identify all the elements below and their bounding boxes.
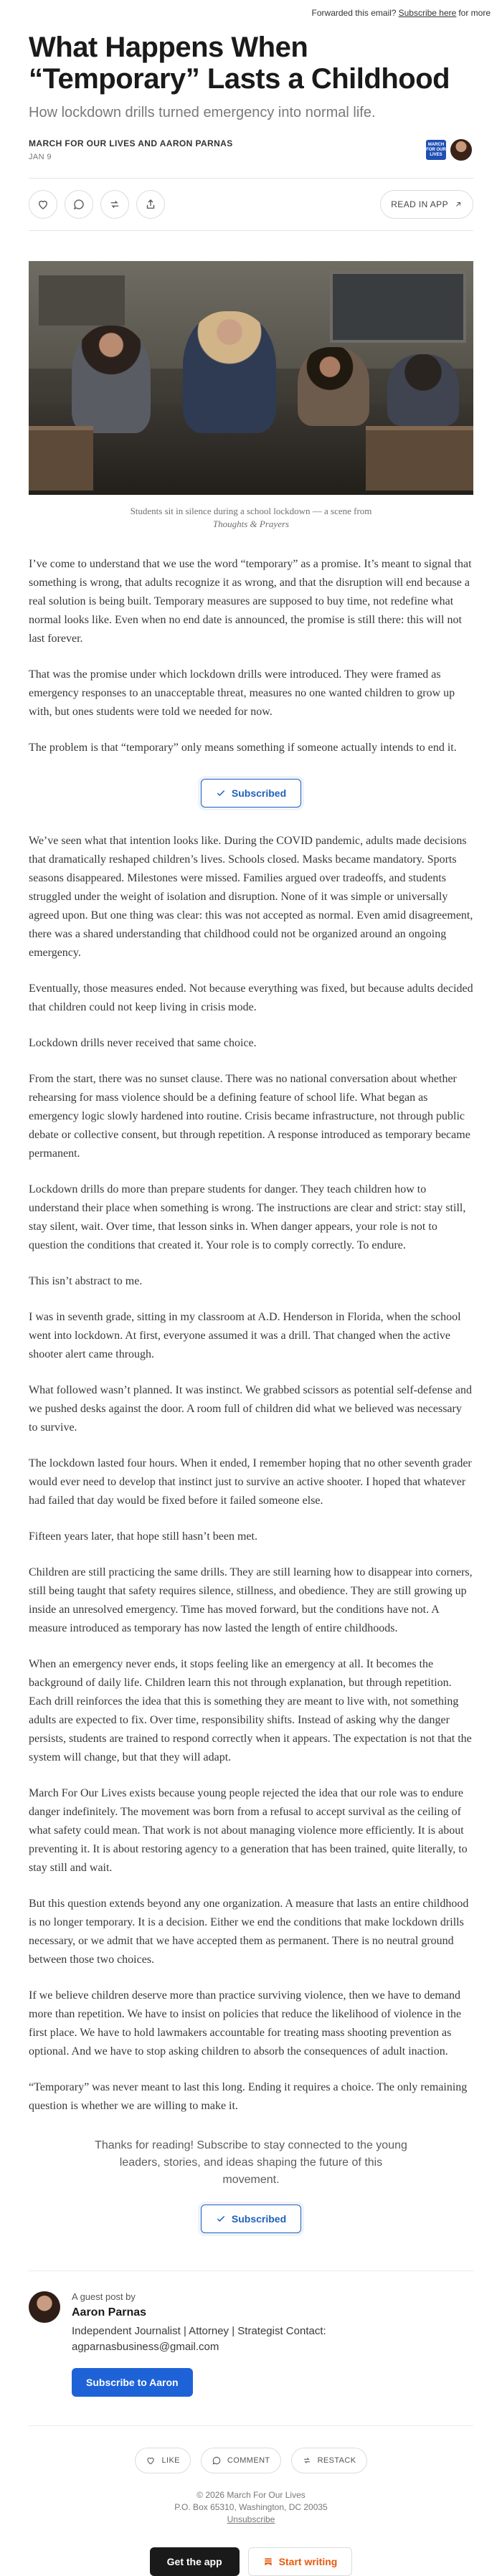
heart-icon bbox=[37, 198, 49, 211]
paragraph: Lockdown drills never received that same choice. bbox=[29, 1037, 257, 1049]
byline bbox=[29, 138, 473, 162]
restack-icon bbox=[302, 2456, 312, 2466]
read-in-app-button[interactable] bbox=[380, 190, 473, 219]
bottom-subscribe bbox=[29, 2205, 473, 2233]
hero-student-4 bbox=[387, 354, 459, 426]
hero-student-2 bbox=[183, 311, 276, 433]
caption-source: Thoughts & Prayers bbox=[212, 518, 290, 529]
post-authors[interactable]: MARCH FOR OUR LIVES AND AARON PARNAS bbox=[29, 138, 233, 148]
paragraph: Children are still practicing the same drills. They are still learning how to disappear into corners, still being taught that safety requires silence, stillness, and obedience. They are still growing up inside an unresolved emergency. Time has moved forward, but the conditions have not. A measure introduced as temporary has now lasted the length of entire childhoods. bbox=[29, 1566, 473, 1634]
substack-logo-icon bbox=[263, 2557, 273, 2567]
hero-desk-right bbox=[366, 426, 473, 491]
hero-desk-left bbox=[29, 426, 93, 491]
footer-like-button[interactable] bbox=[135, 2448, 190, 2473]
forward-prefix: Forwarded this email? bbox=[311, 8, 397, 18]
hero-image[interactable] bbox=[29, 261, 473, 495]
address: P.O. Box 65310, Washington, DC 20035 bbox=[174, 2502, 328, 2512]
get-app-button[interactable]: Get the app bbox=[150, 2547, 240, 2576]
guest-bio: Independent Journalist | Attorney | Strategist Contact: agparnasbusiness@gmail.com bbox=[72, 2325, 326, 2353]
paragraph: I’ve come to understand that we use the word “temporary” as a promise. It’s meant to signal that something is wrong, that adults recognize it as wrong, and that the disruption will end because a real solution is being built. Temporary measures are supposed to buy time, not redefine what normal looks like. Even when no end date is announced, the promise is still there: this will not last forever. bbox=[29, 558, 472, 645]
footer-comment-label: COMMENT bbox=[227, 2456, 270, 2465]
subscribed-button[interactable] bbox=[201, 779, 301, 808]
thanks-text: Thanks for reading! Subscribe to stay connected to the young leaders, stories, and ideas shaping the future of this movement. bbox=[95, 2139, 407, 2186]
footer-info bbox=[29, 2489, 473, 2526]
paragraph: I was in seventh grade, sitting in my classroom at A.D. Henderson in Florida, when the school went into lockdown. At first, everyone assumed it was a drill. That changed when the active shooter alert came through. bbox=[29, 1311, 461, 1360]
restack-button[interactable] bbox=[100, 190, 129, 219]
share-button[interactable] bbox=[136, 190, 165, 219]
hero-student-1 bbox=[72, 326, 151, 433]
paragraph: Eventually, those measures ended. Not because everything was fixed, but because adults decided that children could not keep living in crisis mode. bbox=[29, 982, 473, 1013]
author-avatar[interactable] bbox=[449, 138, 473, 162]
post-container bbox=[0, 32, 502, 2576]
hero-student-3 bbox=[298, 347, 369, 426]
comment-icon bbox=[212, 2456, 222, 2466]
footer-restack-label: RESTACK bbox=[317, 2456, 356, 2465]
paragraph: That was the promise under which lockdown drills were introduced. They were framed as emergency responses to an unacceptable threat, measures no one wanted children to grow up with, but ones students were told we needed for now. bbox=[29, 668, 455, 718]
publication-logo[interactable]: MARCH FOR OUR LIVES bbox=[426, 140, 446, 160]
paragraph: The problem is that “temporary” only means something if someone actually intends to end it. bbox=[29, 742, 457, 754]
footer-like-label: LIKE bbox=[161, 2456, 180, 2465]
post-body bbox=[29, 555, 473, 2116]
comment-icon bbox=[72, 198, 85, 211]
hero-caption bbox=[29, 505, 473, 531]
unsubscribe-link[interactable]: Unsubscribe bbox=[227, 2514, 275, 2524]
checkmark-icon bbox=[216, 2214, 226, 2224]
checkmark-icon bbox=[216, 788, 226, 798]
forward-banner bbox=[0, 0, 502, 26]
guest-avatar[interactable] bbox=[29, 2291, 60, 2323]
paragraph: The lockdown lasted four hours. When it ended, I remember hoping that no other seventh grader would ever need to develop that instinct just to survive an active shooter. I hoped that whatever had failed that day would be fixed before it failed someone else. bbox=[29, 1457, 472, 1507]
paragraph: What followed wasn’t planned. It was instinct. We grabbed scissors as potential self-defense and we pushed desks against the door. A room full of children did what we believed was necessary to survive. bbox=[29, 1384, 472, 1434]
hero-whiteboard bbox=[330, 271, 466, 343]
post-title[interactable]: What Happens When “Temporary” Lasts a Childhood bbox=[29, 32, 450, 95]
paragraph: If we believe children deserve more than practice surviving violence, then we have to demand more than repetition. We have to insist on policies that reduce the likelihood of violence in the first place. We have to hold lawmakers accountable for treating mass shooting prevention as optional. And we have to stop asking children to absorb the consequences of adult inaction. bbox=[29, 1989, 462, 2058]
subscribe-here-link[interactable]: Subscribe here bbox=[398, 8, 457, 18]
footer-comment-button[interactable] bbox=[201, 2448, 281, 2473]
paragraph: Lockdown drills do more than prepare students for danger. They teach children how to understand their place when something is wrong. The instructions are clear and strict: stay still, stay silent, wait. Over time, that lesson sinks in. When danger appears, your role is not to question the conditions that created it. Your role is to comply correctly. To endure. bbox=[29, 1183, 466, 1251]
like-button[interactable] bbox=[29, 190, 57, 219]
share-icon bbox=[144, 198, 157, 211]
read-in-app-label: READ IN APP bbox=[391, 199, 448, 209]
post-date: JAN 9 bbox=[29, 153, 52, 161]
guest-name[interactable]: Aaron Parnas bbox=[72, 2306, 147, 2319]
subscribed-button-bottom[interactable] bbox=[201, 2205, 301, 2233]
post-action-bar bbox=[29, 178, 473, 231]
paragraph: But this question extends beyond any one organization. A measure that lasts an entire childhood is no longer temporary. It is a decision. Either we end the conditions that make lockdown drills necessary, or we admit that we have accepted them as permanent. There is no neutral ground between those two choices. bbox=[29, 1898, 469, 1966]
paragraph: “Temporary” was never meant to last this long. Ending it requires a choice. The only remaining question is whether we are willing to make it. bbox=[29, 2081, 468, 2112]
comment-button[interactable] bbox=[65, 190, 93, 219]
footer-restack-button[interactable] bbox=[291, 2448, 367, 2473]
post-subtitle: How lockdown drills turned emergency into normal life. bbox=[29, 105, 376, 120]
guest-label: A guest post by bbox=[72, 2291, 136, 2302]
forward-suffix: for more bbox=[458, 8, 491, 18]
inline-subscribe bbox=[29, 779, 473, 808]
subscribe-to-aaron-button[interactable]: Subscribe to Aaron bbox=[72, 2368, 193, 2397]
copyright: © 2026 March For Our Lives bbox=[196, 2490, 306, 2500]
start-writing-label: Start writing bbox=[278, 2556, 338, 2567]
footer-action-bar bbox=[29, 2425, 473, 2473]
paragraph: March For Our Lives exists because young people rejected the idea that our role was to endure danger indefinitely. The movement was born from a refusal to accept survival as the ceiling of what safety could mean. That work is not about managing violence more efficiently. It is about preventing it. It is about restoring agency to a generation that has been trained, quite literally, to stay still and wait. bbox=[29, 1787, 468, 1874]
subscribed-label: Subscribed bbox=[231, 787, 287, 799]
hero-shelf bbox=[39, 275, 125, 326]
subscribed-label: Subscribed bbox=[231, 2213, 287, 2225]
bottom-cta bbox=[29, 2547, 473, 2576]
heart-icon bbox=[146, 2456, 156, 2466]
paragraph: From the start, there was no sunset clause. There was no national conversation about whether rehearsing for mass violence should be a defining feature of school life. What began as emergency logic slowly hardened into routine. Crisis became infrastructure, not through public debate or collective consent, but through repetition. A response introduced as temporary became permanent. bbox=[29, 1073, 470, 1160]
paragraph: This isn’t abstract to me. bbox=[29, 1275, 143, 1287]
paragraph: Fifteen years later, that hope still hasn’t been met. bbox=[29, 1530, 257, 1543]
paragraph: When an emergency never ends, it stops feeling like an emergency at all. It becomes the background of daily life. Children learn this not through explanation, but through repetition. Each drill reinforces the idea that this is something they are meant to live with, not something adults are expected to fix. Over time, responsibility shifts. Instead of asking why the danger persists, students are trained to respond correctly when it appears. The expectation is not that the system will change, but that they will adapt. bbox=[29, 1658, 472, 1763]
caption-text: Students sit in silence during a school lockdown — a scene from bbox=[130, 506, 372, 516]
guest-post-card bbox=[29, 2270, 473, 2397]
paragraph: We’ve seen what that intention looks like. During the COVID pandemic, adults made decisions that dramatically reshaped children’s lives. Schools closed. Masks became mandatory. Sports seasons disappeared. Milestones were missed. Families argued over tradeoffs, and students struggled under the weight of isolation and disruption. None of it was simple or universally agreed upon. But one thing was clear: this was not accepted as normal. Even amid disagreement, there was a shared understanding that childhood could not be organized around an ongoing emergency. bbox=[29, 835, 473, 959]
restack-icon bbox=[108, 198, 121, 211]
external-link-icon bbox=[454, 200, 463, 209]
start-writing-button[interactable] bbox=[248, 2547, 353, 2576]
